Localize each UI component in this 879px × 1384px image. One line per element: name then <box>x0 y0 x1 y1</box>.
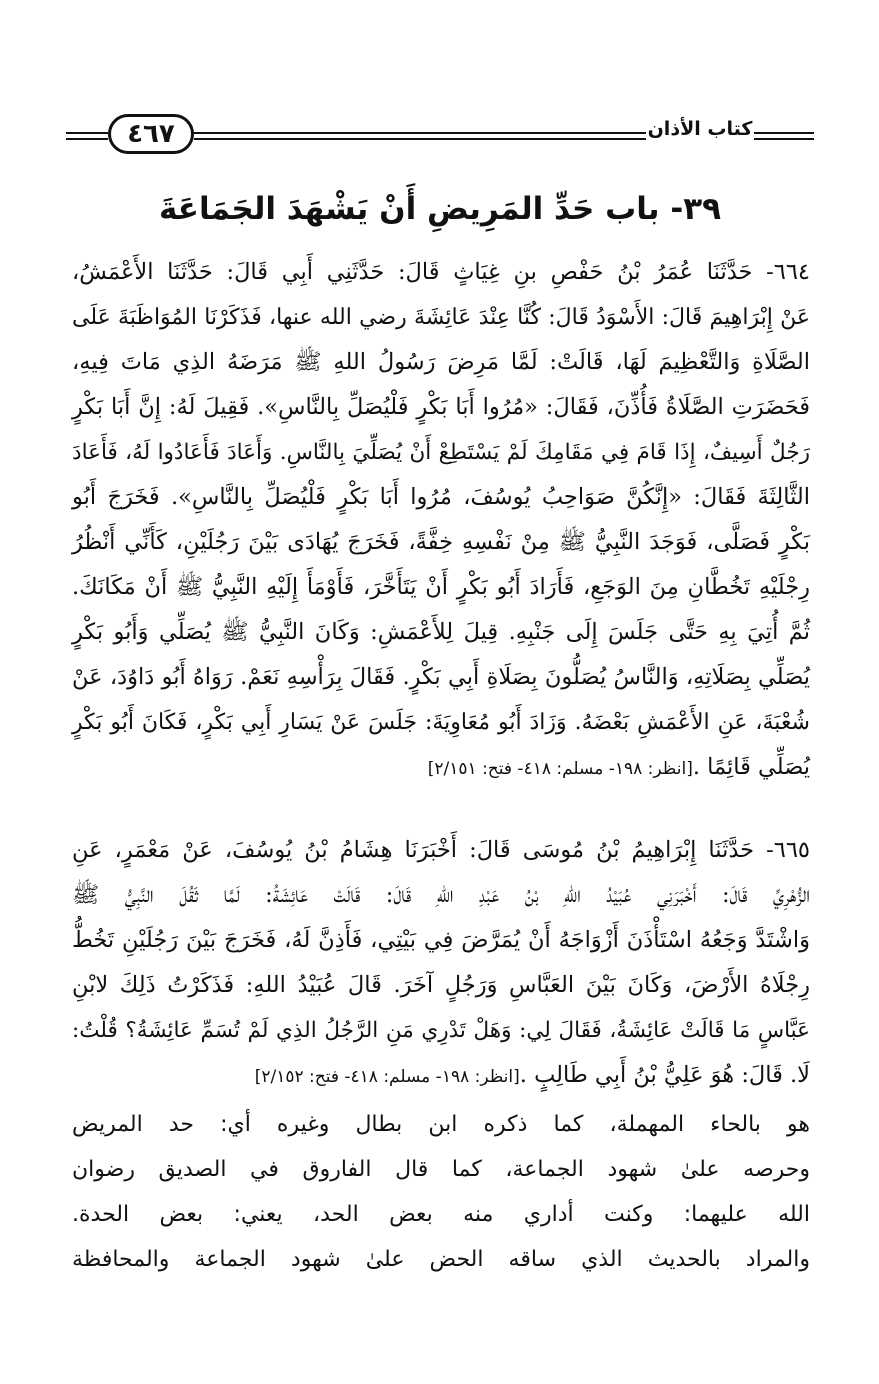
running-header <box>66 112 814 158</box>
book-title: كتاب الأذان <box>647 118 753 140</box>
header-rule <box>754 138 814 140</box>
commentary-line: الله عليهما: وكنت أداري منه بعض الحد، يعني: بعض الحدة. <box>72 1202 810 1227</box>
text-line: عَنْ إِبْرَاهِيمَ قَالَ: الأَسْوَدُ قَالَ: كُنَّا عِنْدَ عَائِشَةَ رضي الله عنها، فَذَكَرْنَا المُوَاظَبَةَ عَلَى <box>72 305 811 330</box>
text-line: عَبَّاسٍ مَا قَالَتْ عَائِشَةُ، فَقَالَ لِي: وَهَلْ تَدْرِي مَنِ الرَّجُلُ الذِي لَمْ تُسَمِّ عَائِشَةُ؟ قُلْتُ: <box>72 1018 810 1043</box>
header-rule <box>754 132 814 134</box>
text-line: رِجْلَاهُ الأَرْضَ، وَكَانَ بَيْنَ العَبَّاسِ وَرَجُلٍ آخَرَ. قَالَ عُبَيْدُ اللهِ: فَذَكَرْتُ ذَلِكَ لابْنِ <box>72 972 810 998</box>
text-line: الثَّالِثَةَ فَقَالَ: «إِنَّكُنَّ صَوَاحِبُ يُوسُفَ، مُرُوا أَبَا بَكْرٍ فَلْيُصَلِّ بِالنَّاسِ». فَخَرَجَ أَبُو <box>72 484 810 510</box>
text-line-end: لَا. قَالَ: هُوَ عَلِيُّ بْنُ أَبِي طَالِبٍ . <box>519 1062 810 1088</box>
text-line: يُصَلِّي بِصَلَاتِهِ، وَالنَّاسُ يُصَلُّونَ بِصَلَاةِ أَبِي بَكْرٍ. فَقَالَ بِرَأْسِهِ نَعَمْ. رَوَاهُ أَبُو دَاوُدَ، عَنْ <box>72 664 810 690</box>
text-line: الزُّهْرِيِّ قَالَ: أَخْبَرَنِي عُبَيْدُ اللهِ بْنُ عَبْدِ اللهِ قَالَ: قَالَتْ عَائِشَةُ: لَمَّا ثَقُلَ النَّبِيُّ ﷺ <box>72 882 810 908</box>
text-line: رَجُلٌ أَسِيفٌ، إِذَا قَامَ فِي مَقَامِكَ لَمْ يَسْتَطِعْ أَنْ يُصَلِّيَ بِالنَّاسِ. وَأَعَادَ فَأَعَادُوا لَهُ، فَأَعَادَ <box>72 440 810 465</box>
header-rule <box>66 138 108 140</box>
page-number: ٤٦٧ <box>108 114 194 154</box>
text-line: ثُمَّ أُتِيَ بِهِ حَتَّى جَلَسَ إِلَى جَنْبِهِ. قِيلَ لِلأَعْمَشِ: وَكَانَ النَّبِيُّ ﷺ يُصَلِّي وَأَبُو بَكْرٍ <box>72 619 810 645</box>
text-line: ٦٦٤- حَدَّثَنَا عُمَرُ بْنُ حَفْصِ بنِ غِيَاثٍ قَالَ: حَدَّثَنِي أَبِي قَالَ: حَدَّثَنَا الأَعْمَشُ، <box>72 259 810 285</box>
commentary-line: وحرصه علىٰ شهود الجماعة، كما قال الفاروق في الصديق رضوان <box>72 1157 810 1182</box>
header-rule <box>194 132 646 134</box>
text-line: فَحَضَرَتِ الصَّلَاةُ فَأُذِّنَ، فَقَالَ: «مُرُوا أَبَا بَكْرٍ فَلْيُصَلِّ بِالنَّاسِ». فَقِيلَ لَهُ: إِنَّ أَبَا بَكْرٍ <box>72 394 810 420</box>
text-line: بَكْرٍ فَصَلَّى، فَوَجَدَ النَّبِيُّ ﷺ مِنْ نَفْسِهِ خِفَّةً، فَخَرَجَ يُهَادَى بَيْنَ رَجُلَيْنِ، كَأَنِّي أَنْظُرُ <box>72 529 810 555</box>
commentary <box>72 1102 810 1282</box>
text-line: الصَّلَاةِ وَالتَّعْظِيمَ لَهَا، قَالَتْ: لَمَّا مَرِضَ رَسُولُ اللهِ ﷺ مَرَضَهُ الذِي مَاتَ فِيهِ، <box>72 349 810 375</box>
text-line <box>72 1053 810 1098</box>
text-line: وَاشْتَدَّ وَجَعُهُ اسْتَأْذَنَ أَزْوَاجَهُ أَنْ يُمَرَّضَ فِي بَيْتِي، فَأَذِنَّ لَهُ، فَخَرَجَ بَيْنَ رَجُلَيْنِ تَخُطُّ <box>72 927 810 953</box>
text-line: شُعْبَةَ، عَنِ الأَعْمَشِ بَعْضَهُ. وَزَادَ أَبُو مُعَاوِيَةَ: جَلَسَ عَنْ يَسَارِ أَبِي بَكْرٍ، فَكَانَ أَبُو بَكْرٍ <box>72 710 810 735</box>
header-rule <box>194 138 646 140</box>
commentary-line: والمراد بالحديث الذي ساقه الحض علىٰ شهود الجماعة والمحافظة <box>72 1247 810 1272</box>
hadith-665 <box>72 828 810 1098</box>
text-line: رِجْلَيْهِ تَخُطَّانِ مِنَ الوَجَعِ، فَأَرَادَ أَبُو بَكْرٍ أَنْ يَتَأَخَّرَ، فَأَوْمَأَ إِلَيْهِ النَّبِيُّ ﷺ أَنْ مَكَانَكَ. <box>72 574 810 600</box>
hadith-reference: [انظر: ١٩٨- مسلم: ٤١٨- فتح: ٢/١٥١] <box>427 759 693 779</box>
header-rule <box>66 132 108 134</box>
hadith-reference: [انظر: ١٩٨- مسلم: ٤١٨- فتح: ٢/١٥٢] <box>254 1067 520 1087</box>
commentary-line: هو بالحاء المهملة، كما ذكره ابن بطال وغيره أي: حد المريض <box>72 1112 810 1137</box>
text-line-end: يُصَلِّي قَائِمًا . <box>692 754 810 780</box>
text-line: ٦٦٥- حَدَّثَنَا إِبْرَاهِيمُ بْنُ مُوسَى قَالَ: أَخْبَرَنَا هِشَامُ بْنُ يُوسُفَ، عَنْ مَعْمَرٍ، عَنِ <box>72 837 810 863</box>
text-line <box>72 745 810 790</box>
hadith-664 <box>72 250 810 790</box>
chapter-title: ٣٩- باب حَدِّ المَرِيضِ أَنْ يَشْهَدَ الجَمَاعَةَ <box>158 191 722 227</box>
